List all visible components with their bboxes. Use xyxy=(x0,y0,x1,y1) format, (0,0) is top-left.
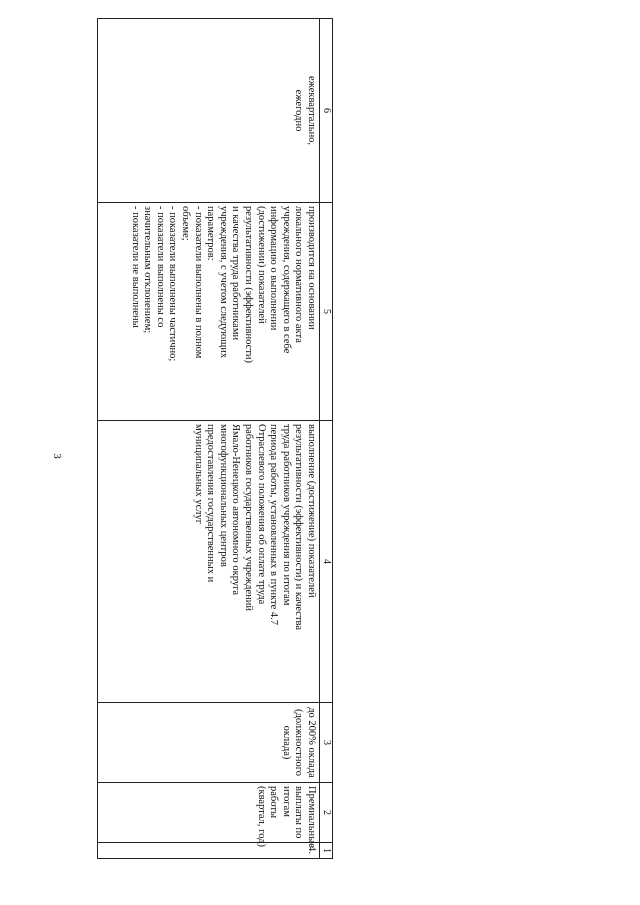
text-line: Премиальные xyxy=(306,786,317,848)
text-line: ежеквартально, xyxy=(306,75,317,146)
page-number: 3 xyxy=(50,453,63,459)
text-line: - показатели не выполнены xyxy=(129,206,141,328)
cell-conditions xyxy=(98,421,320,703)
payments-table xyxy=(97,18,333,859)
text-line: работы xyxy=(268,786,280,819)
text-line: и качества труда работниками xyxy=(230,206,242,341)
text-line: (достижении) показателей xyxy=(255,206,267,324)
text-line: выполнение (достижение) показателей xyxy=(306,424,317,598)
text-line: работников государственных учреждений xyxy=(243,424,255,612)
text-line: муниципальных услуг xyxy=(192,424,204,525)
text-line: Отраслевого положения об оплате труда xyxy=(255,424,267,605)
table-container xyxy=(97,18,333,858)
header-col-4: 4 xyxy=(320,421,333,703)
text-line: до 200% оклада xyxy=(306,707,317,778)
cell-frequency xyxy=(98,19,320,203)
text-line: - показатели выполнены со xyxy=(154,206,166,328)
text-line: многофункциональных центров xyxy=(217,424,229,567)
text-line: (квартал, год) xyxy=(255,786,267,847)
text-line: ежегодно xyxy=(293,89,305,132)
text-line: труда работников учреждения по итогам xyxy=(280,424,292,606)
text-line: итогам xyxy=(280,786,292,817)
cell-row-number: 4. xyxy=(98,843,320,859)
header-col-2: 2 xyxy=(320,783,333,843)
table-row xyxy=(98,19,320,859)
text-line: учреждения, содержащего в себе xyxy=(280,206,292,354)
text-line: результативности (эффективности) xyxy=(243,206,255,364)
text-line: объеме; xyxy=(180,206,192,241)
text-line: - показатели выполнены в полном xyxy=(192,206,204,359)
cell-amount xyxy=(98,703,320,783)
text-line: локального нормативного акта xyxy=(293,206,305,343)
text-line: производится на основании xyxy=(306,206,317,330)
text-line: Ямало-Ненецкого автономного округа xyxy=(230,424,242,596)
text-line: периода работы, установленных в пункте 4.7 xyxy=(268,424,280,626)
header-col-5: 5 xyxy=(320,203,333,421)
rotated-table-frame xyxy=(97,18,333,858)
text-line: значительным отклонением; xyxy=(142,206,154,334)
text-line: информацию о выполнении xyxy=(268,206,280,331)
header-col-1: 1 xyxy=(320,843,333,859)
cell-payment-type xyxy=(98,783,320,848)
text-line: предоставления государственных и xyxy=(205,424,217,583)
text-line: результативности (эффективности) и качества xyxy=(293,424,305,631)
header-col-3: 3 xyxy=(320,703,333,783)
header-col-6: 6 xyxy=(320,19,333,203)
text-line: оклада) xyxy=(280,725,292,760)
table-header-row xyxy=(320,19,333,859)
text-line: параметров: xyxy=(205,206,217,261)
text-line: - показатели выполнены частично; xyxy=(167,206,179,362)
text-line: выплаты по xyxy=(293,786,305,839)
text-line: (должностного xyxy=(293,709,305,776)
text-line: учреждения, с учетом следующих xyxy=(217,206,229,359)
cell-procedure xyxy=(98,203,320,421)
